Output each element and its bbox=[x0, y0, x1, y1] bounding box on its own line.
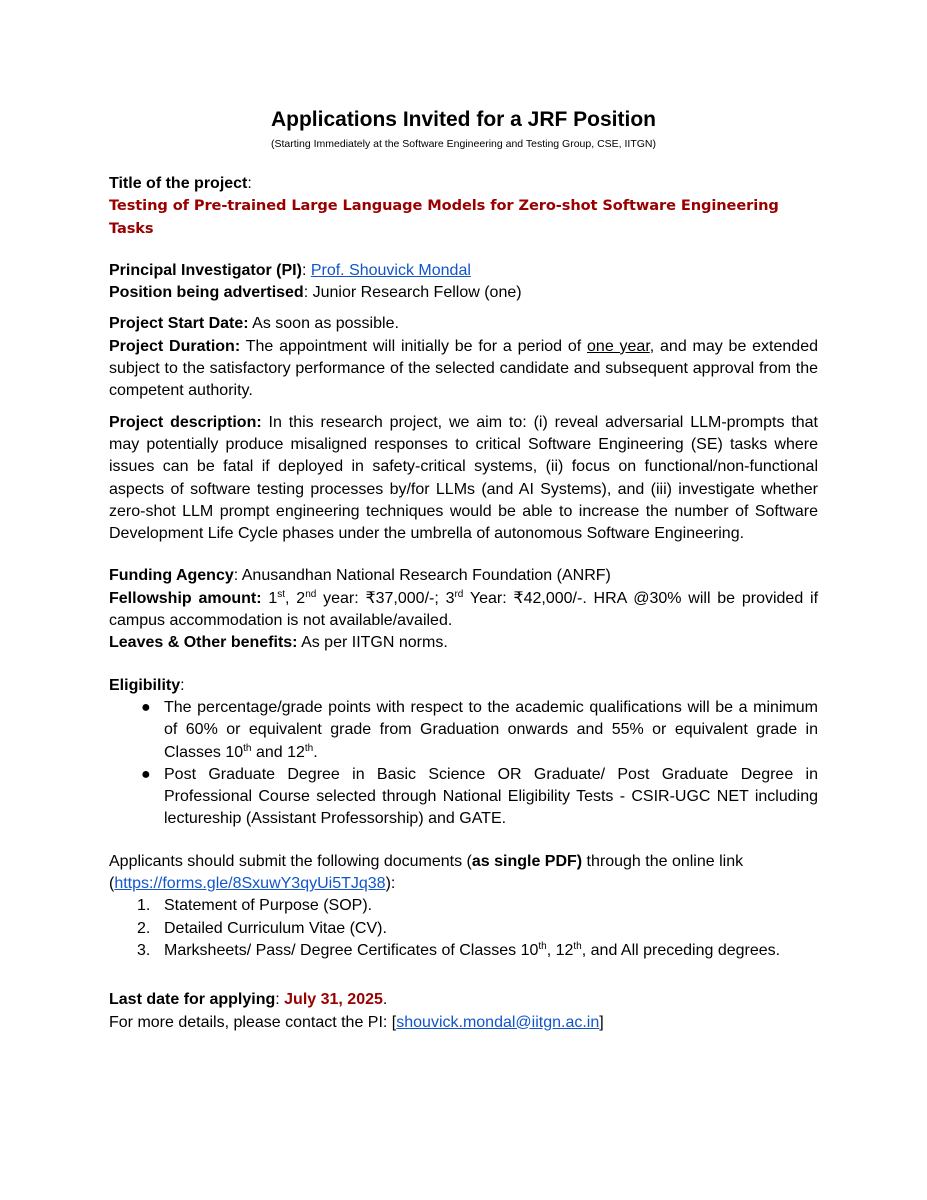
description-value: In this research project, we aim to: (i) reveal adversarial LLM-prompts that may potentially produce misaligned responses to critical Software Engineering (SE) tasks where issues can be fatal if deployed in safety-critical systems, (ii) focus on functional/non-functional aspects of software testing processes by/for LLMs (and AI Systems), and (iii) investigate whether zero-shot LLM prompt engineering techniques would be able to increase the number of Software Development Life Cycle phases under the umbrella of autonomous Software Engineering. bbox=[109, 413, 819, 543]
project-title-label: Title of the project bbox=[109, 175, 248, 192]
document-number: 1. bbox=[137, 897, 151, 915]
fellowship-sup-1: st bbox=[277, 588, 286, 600]
leaves-value: As per IITGN norms. bbox=[301, 634, 448, 652]
document-3-end: , and All preceding degrees. bbox=[581, 941, 781, 959]
start-date-label: Project Start Date: bbox=[109, 315, 249, 333]
fellowship-text-4: Year: ₹42,000/-. HRA @30% will be provided if campus accommodation is not available/availed. bbox=[109, 589, 819, 630]
start-date-line bbox=[109, 313, 818, 335]
submission-intro-post: through the online link bbox=[582, 852, 744, 870]
application-form-link[interactable]: https://forms.gle/8SxuwY3qyUi5TJq38 bbox=[114, 875, 386, 893]
document-number: 2. bbox=[137, 919, 151, 937]
project-title-line: Title of the project: bbox=[109, 175, 252, 192]
position-label: Position being advertised bbox=[109, 284, 304, 302]
document-3-mid: , 12 bbox=[546, 941, 574, 959]
document-number: 3. bbox=[137, 941, 151, 959]
duration-paragraph bbox=[109, 336, 818, 403]
pi-line: Principal Investigator (PI): Prof. Shouvick Mondal bbox=[109, 261, 471, 279]
submission-link-line bbox=[109, 873, 818, 895]
fellowship-label: Fellowship amount: bbox=[109, 589, 262, 607]
duration-pre: The appointment will initially be for a period of bbox=[245, 337, 582, 355]
documents-list bbox=[109, 895, 818, 962]
bullet-icon: ● bbox=[141, 698, 151, 716]
contact-email-link[interactable]: shouvick.mondal@iitgn.ac.in bbox=[396, 1013, 600, 1031]
page-title: Applications Invited for a JRF Position bbox=[270, 108, 657, 131]
duration-label: Project Duration: bbox=[109, 337, 241, 355]
duration-period: one year bbox=[587, 337, 650, 355]
contact-line bbox=[109, 1012, 818, 1034]
eligibility-item-1-text: The percentage/grade points with respect to the academic qualifications will be a minimum of 60% or equivalent grade from Graduation onwards and 55% or equivalent grade in Classes 10 bbox=[164, 698, 818, 761]
eligibility-item-1-mid: and 12 bbox=[251, 743, 305, 761]
fellowship-paragraph bbox=[109, 588, 818, 633]
document-3-sup-1: th bbox=[538, 940, 547, 952]
position-value: Junior Research Fellow (one) bbox=[312, 284, 522, 302]
fellowship-text-2: , 2 bbox=[285, 589, 306, 607]
deadline-label: Last date for applying bbox=[109, 991, 276, 1009]
funding-agency-label: Funding Agency bbox=[109, 567, 234, 585]
document-text: Statement of Purpose (SOP). bbox=[164, 897, 373, 915]
deadline-value: July 31, 2025 bbox=[284, 991, 383, 1009]
document-text: Detailed Curriculum Vitae (CV). bbox=[164, 919, 387, 937]
list-item bbox=[109, 918, 818, 940]
duration-post: , and may be extended subject to the satisfactory performance of the selected candidate and subsequent approval from the competent authority. bbox=[109, 337, 818, 400]
fellowship-sup-3: rd bbox=[454, 588, 464, 600]
eligibility-label: Eligibility bbox=[109, 676, 181, 694]
bullet-icon: ● bbox=[141, 765, 151, 783]
description-label: Project description: bbox=[109, 413, 262, 431]
funding-agency-line: Funding Agency: Anusandhan National Research Foundation (ANRF) bbox=[109, 567, 611, 585]
fellowship-sup-2: nd bbox=[305, 588, 317, 600]
list-item bbox=[109, 697, 818, 764]
eligibility-heading: Eligibility: bbox=[109, 676, 185, 694]
document-3-text: Marksheets/ Pass/ Degree Certificates of Classes 10 bbox=[164, 941, 539, 959]
list-item bbox=[109, 895, 818, 917]
contact-pre: For more details, please contact the PI: [ bbox=[109, 1013, 397, 1031]
submission-intro bbox=[109, 851, 818, 873]
pi-name-link[interactable]: Prof. Shouvick Mondal bbox=[310, 261, 471, 279]
link-close-paren: ): bbox=[385, 875, 396, 893]
eligibility-item-1-end: . bbox=[313, 743, 318, 761]
submission-intro-bold: as single PDF) bbox=[471, 852, 583, 870]
eligibility-item-1-sup-2: th bbox=[304, 742, 314, 754]
leaves-label: Leaves & Other benefits: bbox=[109, 634, 298, 652]
fellowship-text-3: year: ₹37,000/-; 3 bbox=[316, 589, 455, 607]
list-item bbox=[109, 940, 818, 962]
contact-post: ] bbox=[599, 1013, 604, 1031]
document-3-sup-2: th bbox=[573, 940, 582, 952]
fellowship-text-1: 1 bbox=[268, 589, 278, 607]
eligibility-item-1-sup-1: th bbox=[243, 742, 252, 754]
deadline-line: Last date for applying: July 31, 2025. bbox=[109, 991, 388, 1009]
project-title-value: Testing of Pre-trained Large Language Models for Zero-shot Software Engineering Tasks bbox=[109, 197, 779, 237]
document-body bbox=[109, 173, 818, 1034]
position-line: Position being advertised: Junior Research Fellow (one) bbox=[109, 284, 522, 302]
description-paragraph bbox=[109, 412, 818, 546]
list-item bbox=[109, 764, 818, 831]
link-open-paren: ( bbox=[109, 875, 115, 893]
funding-agency-value: Anusandhan National Research Foundation (ANRF) bbox=[241, 567, 611, 585]
leaves-line bbox=[109, 632, 818, 654]
start-date-value: As soon as possible. bbox=[252, 315, 399, 333]
page-subtitle: (Starting Immediately at the Software Engineering and Testing Group, CSE, IITGN) bbox=[271, 138, 656, 150]
submission-intro-pre: Applicants should submit the following documents ( bbox=[109, 852, 472, 870]
eligibility-item-2-text: Post Graduate Degree in Basic Science OR Graduate/ Post Graduate Degree in Professional Course selected through National Eligibility Tests - CSIR-UGC NET including lectureship (Assistant Professorship) and GATE. bbox=[164, 765, 818, 828]
eligibility-list bbox=[109, 697, 818, 831]
pi-label: Principal Investigator (PI) bbox=[109, 261, 302, 279]
deadline-end: . bbox=[382, 991, 388, 1009]
